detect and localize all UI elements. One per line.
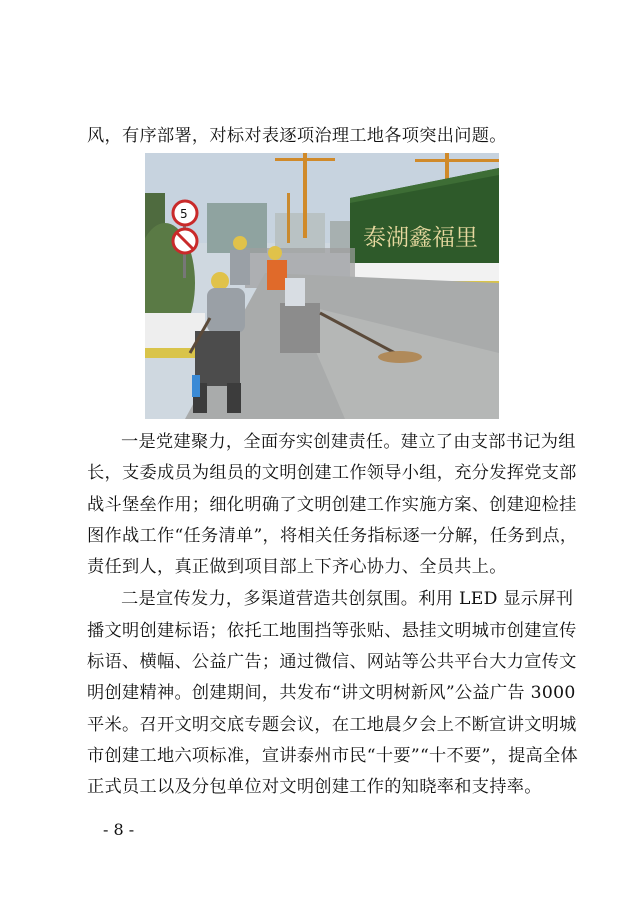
intro-line: 风，有序部署，对标对表逐项治理工地各项突出问题。: [87, 126, 507, 146]
paragraph-2-line-2: 播文明创建标语；依托工地围挡等张贴、悬挂文明城市创建宣传: [87, 621, 577, 641]
site-sign-text: 泰湖鑫福里: [363, 225, 478, 251]
paragraph-2-line-5: 平米。召开文明交底专题会议，在工地晨夕会上不断宣讲文明城: [87, 715, 577, 735]
speed-limit-sign: 5: [180, 207, 188, 221]
paragraph-2-line-3: 标语、横幅、公益广告；通过微信、网站等公共平台大力宣传文: [87, 652, 577, 672]
construction-site-photo: [145, 153, 499, 419]
paragraph-1-line-1: 一是党建聚力，全面夯实创建责任。建立了由支部书记为组: [121, 432, 576, 452]
page-number: - 8 -: [103, 820, 135, 839]
paragraph-1-line-5: 责任到人，真正做到项目部上下齐心协力、全员共上。: [87, 557, 507, 577]
paragraph-1-line-4: 图作战工作“任务清单”，将相关任务指标逐一分解，任务到点，: [87, 526, 578, 546]
paragraph-2-line-1: 二是宣传发力，多渠道营造共创氛围。利用 LED 显示屏刊: [121, 589, 574, 609]
paragraph-2-line-4: 明创建精神。创建期间，共发布“讲文明树新风”公益广告 3000: [87, 683, 576, 703]
paragraph-1-line-2: 长，支委成员为组员的文明创建工作领导小组，充分发挥党支部: [87, 463, 577, 483]
paragraph-2-line-7: 正式员工以及分包单位对文明创建工作的知晓率和支持率。: [87, 777, 542, 797]
paragraph-1-line-3: 战斗堡垒作用；细化明确了文明创建工作实施方案、创建迎检挂: [87, 495, 577, 515]
paragraph-2-line-6: 市创建工地六项标准，宣讲泰州市民“十要”“十不要”，提高全体: [87, 746, 579, 766]
